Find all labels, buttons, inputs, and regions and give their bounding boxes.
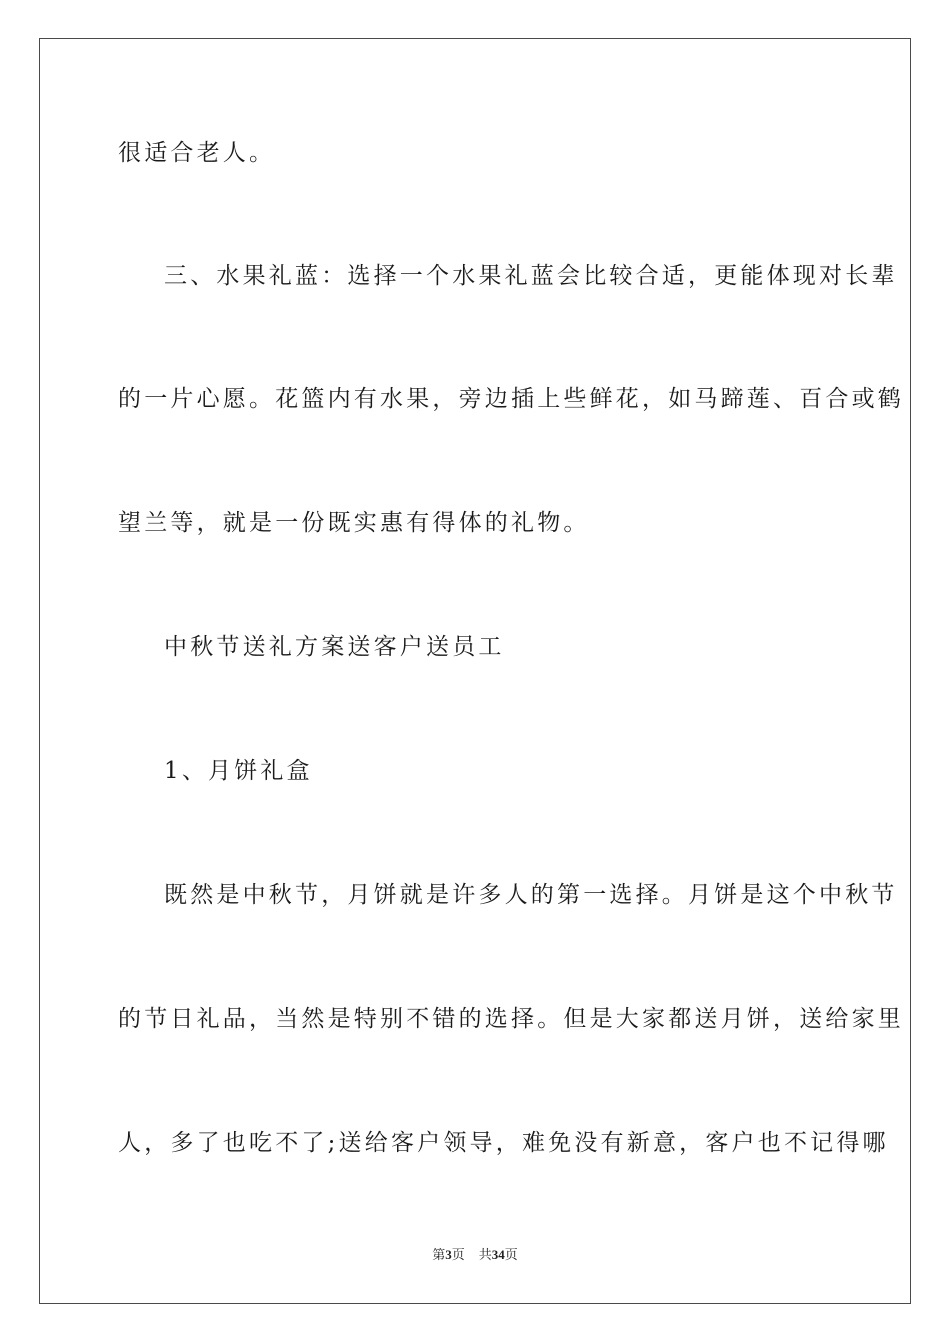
paragraph-line: 三、水果礼蓝：选择一个水果礼蓝会比较合适，更能体现对长辈 bbox=[164, 263, 898, 289]
page-border bbox=[39, 38, 911, 1304]
paragraph-line: 的节日礼品，当然是特别不错的选择。但是大家都送月饼，送给家里 bbox=[118, 1006, 904, 1032]
total-pages: 34 bbox=[491, 1247, 505, 1262]
total-prefix: 共 bbox=[478, 1247, 492, 1262]
paragraph-line: 很适合老人。 bbox=[118, 140, 276, 166]
page-number: 3 bbox=[445, 1247, 452, 1262]
paragraph-line: 望兰等，就是一份既实惠有得体的礼物。 bbox=[118, 510, 590, 536]
page-footer bbox=[0, 1246, 950, 1264]
total-suffix: 页 bbox=[504, 1247, 518, 1262]
paragraph-line: 既然是中秋节，月饼就是许多人的第一选择。月饼是这个中秋节 bbox=[164, 882, 898, 908]
section-heading: 中秋节送礼方案送客户送员工 bbox=[164, 634, 505, 660]
paragraph-line: 人，多了也吃不了;送给客户领导，难免没有新意，客户也不记得哪 bbox=[118, 1130, 889, 1156]
page-suffix: 页 bbox=[451, 1247, 465, 1262]
paragraph-line: 的一片心愿。花篮内有水果，旁边插上些鲜花，如马蹄莲、百合或鹤 bbox=[118, 386, 904, 412]
page-prefix: 第 bbox=[432, 1247, 446, 1262]
subsection-heading: 1、月饼礼盒 bbox=[164, 758, 313, 784]
